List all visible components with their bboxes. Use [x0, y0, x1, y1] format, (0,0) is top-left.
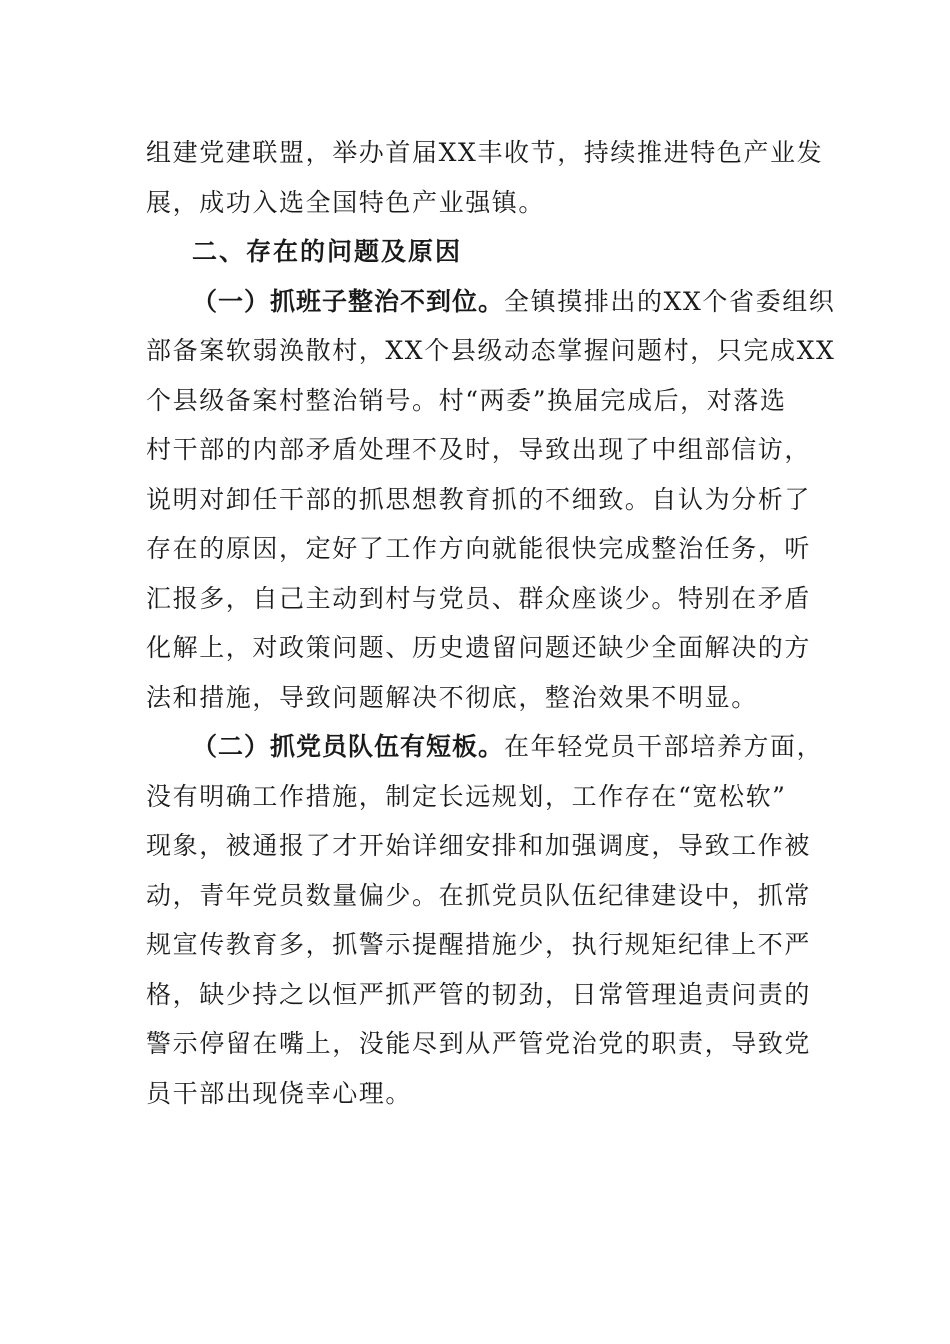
paragraph-line: 组建党建联盟，举办首届XX丰收节，持续推进特色产业发: [146, 138, 824, 167]
section-heading: 二、存在的问题及原因: [192, 237, 463, 266]
paragraph-line: 展，成功入选全国特色产业强镇。: [146, 187, 546, 217]
subsection-title: （二）抓党员队伍有短板。: [192, 732, 505, 761]
paragraph-line: [146, 722, 824, 772]
paragraph-line: 员干部出现侥幸心理。: [146, 1078, 413, 1108]
paragraph-line: 村干部的内部矛盾处理不及时，导致出现了中组部信访，: [146, 435, 812, 464]
paragraph-line: [146, 277, 836, 327]
paragraph-text: 全镇摸排出的XX个省委组织: [504, 286, 836, 316]
paragraph-line: 个县级备案村整治销号。村“两委”换届完成后，对落选: [146, 385, 787, 415]
document-body: [146, 128, 836, 1118]
paragraph-line: 动，青年党员数量偏少。在抓党员队伍纪律建设中，抓常: [146, 880, 812, 910]
paragraph-line: 说明对卸任干部的抓思想教育抓的不细致。自认为分析了: [146, 484, 812, 514]
paragraph-line: 化解上，对政策问题、历史遗留问题还缺少全面解决的方: [146, 633, 812, 662]
paragraph-line: 部备案软弱涣散村，XX个县级动态掌握问题村，只完成XX: [146, 336, 836, 365]
paragraph-line: 规宣传教育多，抓警示提醒措施少，执行规矩纪律上不严: [146, 930, 812, 959]
paragraph-line: 法和措施，导致问题解决不彻底，整治效果不明显。: [146, 682, 758, 712]
paragraph-line: 存在的原因，定好了工作方向就能很快完成整治任务，听: [146, 534, 812, 563]
paragraph-line: 警示停留在嘴上，没能尽到从严管党治党的职责，导致党: [146, 1029, 812, 1058]
paragraph-line: 汇报多，自己主动到村与党员、群众座谈少。特别在矛盾: [146, 583, 812, 613]
subsection-title: （一）抓班子整治不到位。: [192, 286, 505, 316]
paragraph-text: 在年轻党员干部培养方面，: [504, 732, 824, 761]
paragraph-line: 现象，被通报了才开始详细安排和加强调度，导致工作被: [146, 831, 812, 860]
paragraph-line: 没有明确工作措施，制定长远规划，工作存在“宽松软”: [146, 781, 787, 811]
paragraph-line: 格，缺少持之以恒严抓严管的韧劲，日常管理追责问责的: [146, 979, 812, 1009]
